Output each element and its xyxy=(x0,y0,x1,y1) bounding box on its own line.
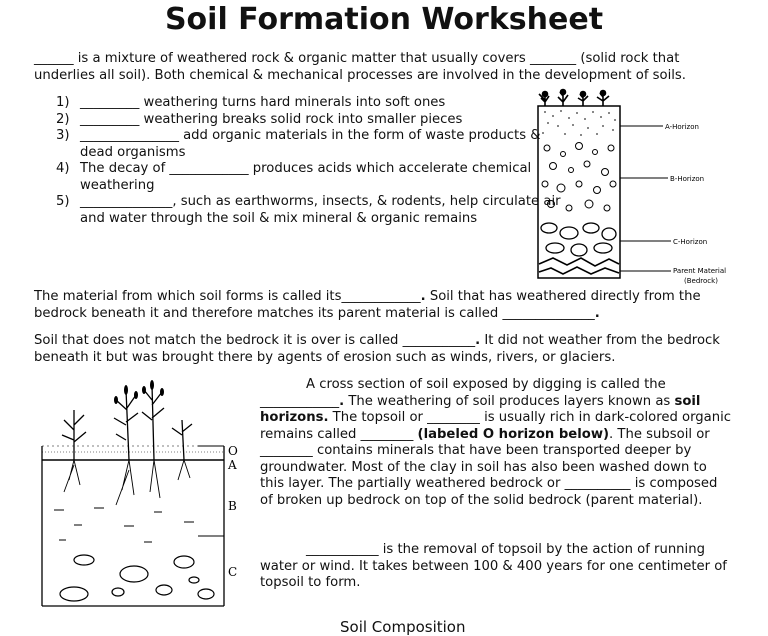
list-item: 4) The decay of ____________ produces acids which accelerate chemical weathering xyxy=(56,161,532,193)
list-item: 2) _________ weathering breaks solid rock into smaller pieces xyxy=(56,111,463,127)
list-item: 1) _________ weathering turns hard minerals into soft ones xyxy=(56,95,446,110)
label-c: C xyxy=(228,565,238,579)
label-bedrock: (Bedrock) xyxy=(684,277,718,285)
erosion-paragraph: ___________ is the removal of topsoil by the action of running water or wind. It takes between 100 & 400 years for one centimeter of topsoil to form. xyxy=(260,542,727,590)
soil-horizons-paragraph: A cross section of soil exposed by digging is called the ____________. The weathering of soil produces layers known as soil horizons. The topsoil or ________ is usually rich in dark-colored organic remains called ________ (labeled O horizon below). The subsoil or ________ contains minerals that have been transported deeper by groundwater. Most of the clay in soil has also been washed down to this layer. The partially weathered bedrock or __________ is composed of broken up bedrock on top of the solid bedrock (parent material). xyxy=(260,377,732,508)
label-parent-material: Parent Material xyxy=(673,267,727,275)
label-c-horizon: C-Horizon xyxy=(673,238,708,246)
label-o: O xyxy=(228,444,238,458)
question-list xyxy=(56,95,576,227)
parent-material-paragraph: The material from which soil forms is called its____________. Soil that has weathered directly from the bedrock beneath it and therefore matches its parent material is called ______________. xyxy=(34,289,701,321)
list-item: 5) ______________, such as earthworms, insects, & rodents, help circulate air and water through the soil & mix mineral & organic remains xyxy=(56,194,561,226)
intro-paragraph: ______ is a mixture of weathered rock & organic matter that usually covers _______ (solid rock that underlies all soil). Both chemical & mechanical processes are involved in the development of soils. xyxy=(34,51,686,83)
soil-horizons-diagram xyxy=(34,380,256,610)
label-a: A xyxy=(228,458,237,472)
transported-soil-paragraph: Soil that does not match the bedrock it is over is called ___________. It did not weather from the bedrock beneath it but was brought there by agents of erosion such as winds, rivers, or glaciers. xyxy=(34,333,720,365)
list-item: 3) _______________ add organic materials in the form of waste products & dead organisms xyxy=(56,128,541,160)
soil-profile-diagram xyxy=(533,88,728,288)
page-title: Soil Formation Worksheet xyxy=(164,2,604,37)
label-b-horizon: B-Horizon xyxy=(670,175,705,183)
label-a-horizon: A-Horizon xyxy=(665,123,699,131)
label-b: B xyxy=(228,499,237,513)
section-heading: Soil Composition xyxy=(340,618,466,636)
